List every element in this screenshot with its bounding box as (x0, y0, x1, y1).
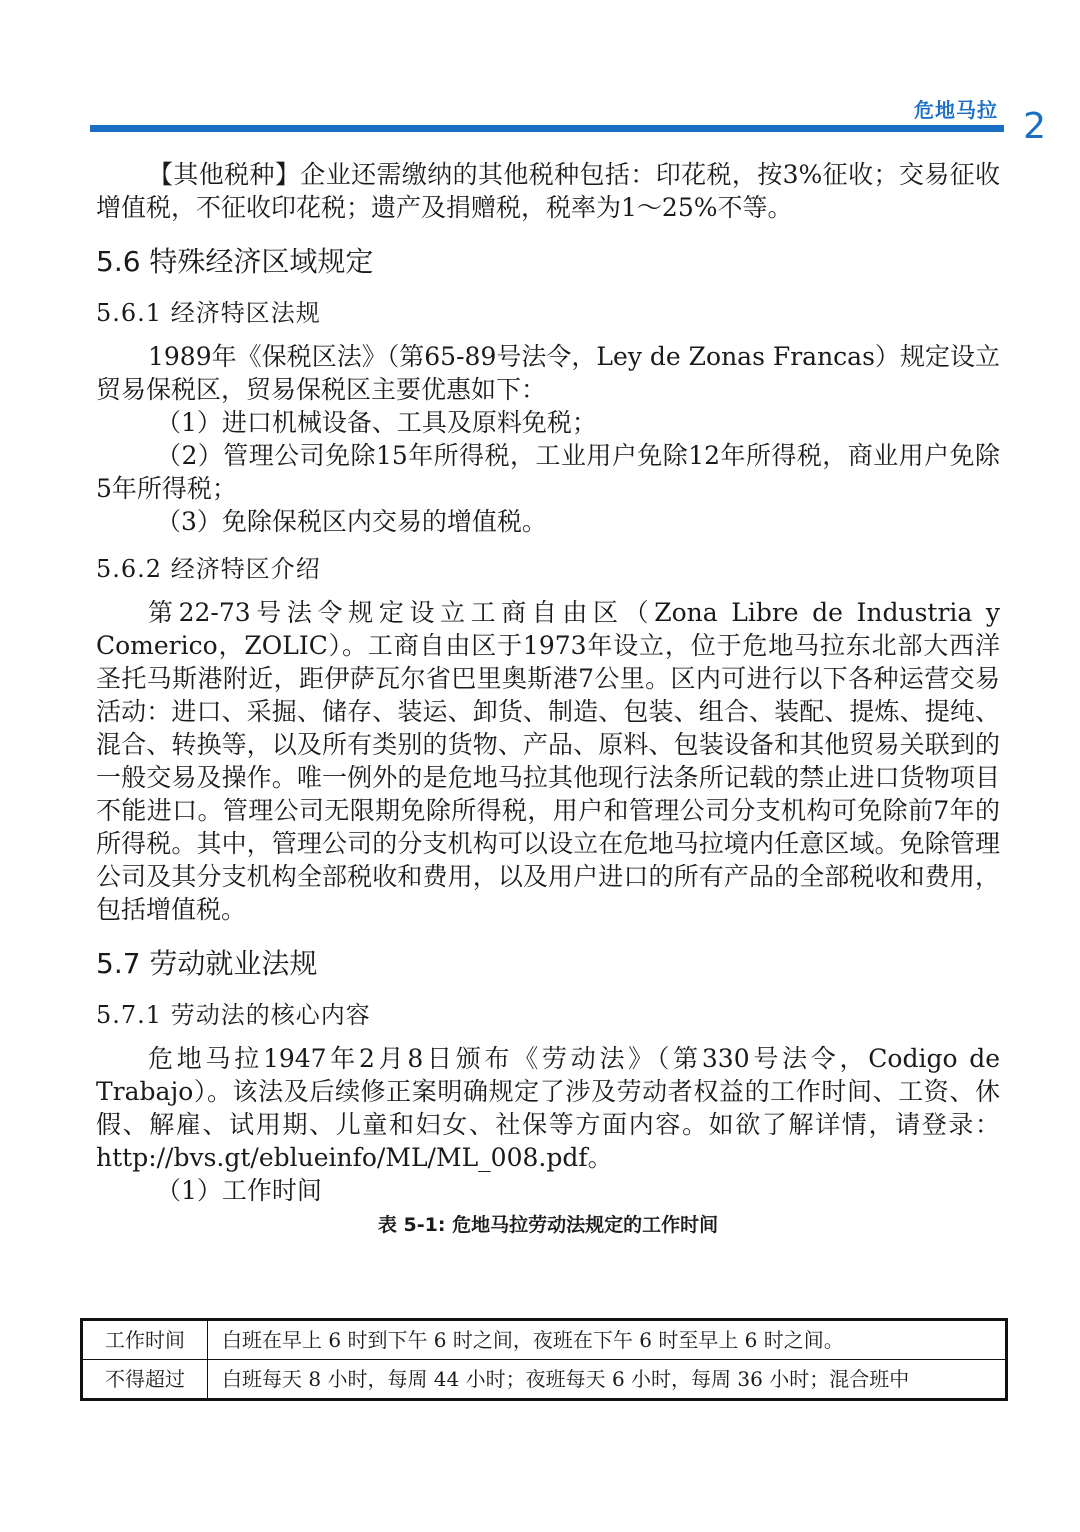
list-item: （3）免除保税区内交易的增值税。 (156, 507, 547, 536)
list-item: （1）工作时间 (156, 1176, 322, 1205)
header-rule (90, 125, 1004, 132)
table-cell-value: 白班在早上 6 时到下午 6 时之间，夜班在下午 6 时至早上 6 时之间。 (208, 1320, 1007, 1360)
table-cell-label: 不得超过 (82, 1360, 208, 1400)
list-item: （2）管理公司免除15年所得税，工业用户免除12年所得税，商业用户免除5年所得税； (96, 441, 1000, 503)
section-5-7-1-paragraph: 危地马拉1947年2月8日颁布《劳动法》（第330号法令，Codigo de Trabajo）。该法及后续修正案明确规定了涉及劳动者权益的工作时间、工资、休假、解雇、试用期、儿童和妇女、社保等方面内容。如欲了解详情，请登录：http://bvs.gt/eblueinfo/ML/ML_008.pdf。 (96, 1044, 1000, 1172)
section-5-6-2-heading: 5.6.2 经济特区介绍 (96, 555, 321, 583)
section-5-6-1-heading: 5.6.1 经济特区法规 (96, 299, 321, 327)
working-hours-table (80, 1318, 1008, 1401)
section-5-6-heading: 5.6 特殊经济区域规定 (96, 245, 374, 278)
page-content (96, 158, 1000, 1247)
intro-paragraph: 【其他税种】企业还需缴纳的其他税种包括：印花税，按3%征收；交易征收增值税，不征收印花税；遗产及捐赠税，税率为1～25%不等。 (96, 160, 1000, 222)
table-row (82, 1360, 1007, 1400)
header-country-title: 危地马拉 (914, 98, 998, 122)
table-cell-value: 白班每天 8 小时，每周 44 小时；夜班每天 6 小时，每周 36 小时；混合班中 (208, 1360, 1007, 1400)
table-row (82, 1320, 1007, 1360)
section-5-7-1-heading: 5.7.1 劳动法的核心内容 (96, 1001, 371, 1029)
page-number: 2 (1023, 106, 1046, 147)
section-5-7-heading: 5.7 劳动就业法规 (96, 947, 318, 980)
list-item: （1）进口机械设备、工具及原料免税； (156, 408, 597, 437)
section-5-6-1-paragraph: 1989年《保税区法》（第65-89号法令，Ley de Zonas Francas）规定设立贸易保税区，贸易保税区主要优惠如下： (96, 342, 1000, 404)
section-5-6-2-paragraph: 第22-73号法令规定设立工商自由区（Zona Libre de Industria y Comerico，ZOLIC）。工商自由区于1973年设立，位于危地马拉东北部大西洋圣托马斯港附近，距伊萨瓦尔省巴里奥斯港7公里。区内可进行以下各种运营交易活动：进口、采掘、储存、装运、卸货、制造、包装、组合、装配、提炼、提纯、混合、转换等，以及所有类别的货物、产品、原料、包装设备和其他贸易关联到的一般交易及操作。唯一例外的是危地马拉其他现行法条所记载的禁止进口货物项目不能进口。管理公司无限期免除所得税，用户和管理公司分支机构可免除前7年的所得税。其中，管理公司的分支机构可以设立在危地马拉境内任意区域。免除管理公司及其分支机构全部税收和费用，以及用户进口的所有产品的全部税收和费用，包括增值税。 (96, 598, 1000, 924)
table-caption: 表 5-1: 危地马拉劳动法规定的工作时间 (377, 1214, 719, 1236)
table-cell-label: 工作时间 (82, 1320, 208, 1360)
